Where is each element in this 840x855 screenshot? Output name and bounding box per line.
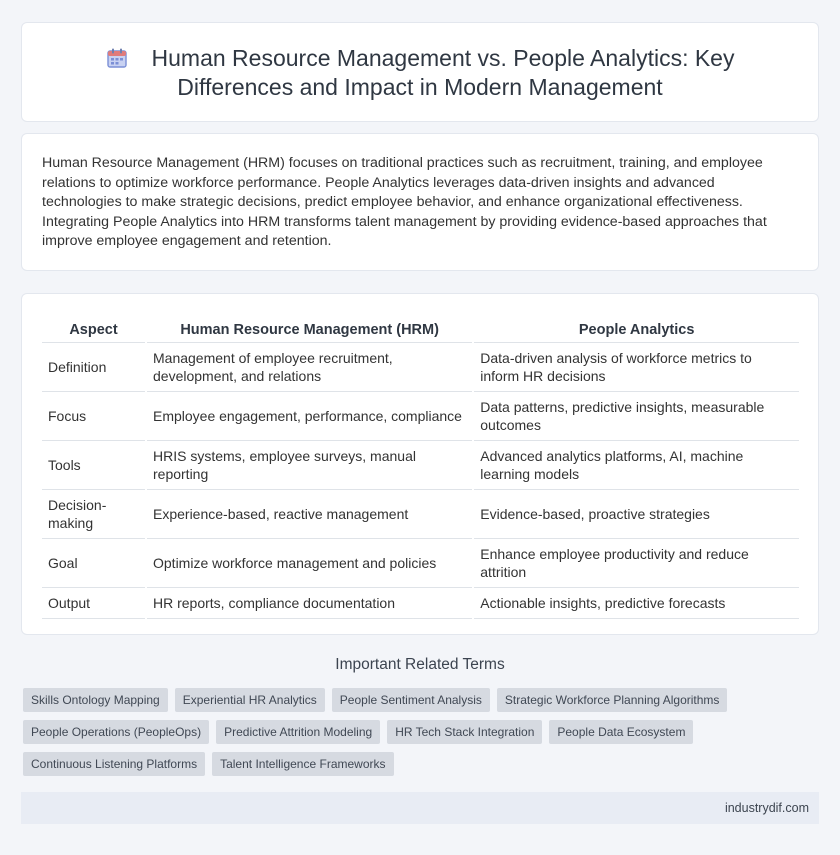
page-title-text: Human Resource Management vs. People Analytics: Key Differences and Impact in Modern Management (151, 45, 735, 100)
related-terms-title: Important Related Terms (335, 656, 505, 673)
related-term-tag[interactable]: Skills Ontology Mapping (23, 688, 168, 712)
title-card (21, 22, 819, 122)
header-people-analytics: People Analytics (473, 314, 799, 343)
table-header-row (42, 314, 799, 343)
cell-hrm: Management of employee recruitment, development, and relations (146, 343, 473, 392)
cell-aspect: Definition (42, 343, 146, 392)
related-term-tag[interactable]: HR Tech Stack Integration (387, 720, 542, 744)
comparison-table (42, 314, 799, 619)
cell-people-analytics: Enhance employee productivity and reduce attrition (473, 539, 799, 588)
table-row (42, 490, 799, 539)
cell-hrm: Employee engagement, performance, compliance (146, 392, 473, 441)
related-term-tag[interactable]: Experiential HR Analytics (175, 688, 325, 712)
header-hrm: Human Resource Management (HRM) (146, 314, 473, 343)
related-term-tag[interactable]: Strategic Workforce Planning Algorithms (497, 688, 728, 712)
header-aspect: Aspect (42, 314, 146, 343)
calendar-icon (106, 47, 128, 69)
footer-site-link[interactable]: industrydif.com (724, 801, 809, 815)
related-term-tag[interactable]: Talent Intelligence Frameworks (212, 752, 393, 776)
intro-paragraph: Human Resource Management (HRM) focuses on traditional practices such as recruitment, training, and employee relations to optimize workforce performance. People Analytics leverages data-driven insights and advanced technologies to make strategic decisions, predict employee behavior, and enhance organizational effectiveness. Integrating People Analytics into HRM transforms talent management by providing evidence-based approaches that improve employee engagement and retention. (42, 155, 767, 250)
table-row (42, 392, 799, 441)
cell-aspect: Focus (42, 392, 146, 441)
footer (21, 792, 819, 824)
cell-people-analytics: Advanced analytics platforms, AI, machine learning models (473, 441, 799, 490)
table-row (42, 343, 799, 392)
related-term-tag[interactable]: People Sentiment Analysis (332, 688, 490, 712)
cell-aspect: Tools (42, 441, 146, 490)
cell-hrm: HRIS systems, employee surveys, manual reporting (146, 441, 473, 490)
related-term-tag[interactable]: Predictive Attrition Modeling (216, 720, 380, 744)
related-term-tag[interactable]: Continuous Listening Platforms (23, 752, 205, 776)
table-row (42, 588, 799, 619)
table-row (42, 539, 799, 588)
cell-people-analytics: Actionable insights, predictive forecasts (473, 588, 799, 619)
cell-hrm: Optimize workforce management and policies (146, 539, 473, 588)
cell-aspect: Output (42, 588, 146, 619)
cell-aspect: Goal (42, 539, 146, 588)
related-term-tag[interactable]: People Operations (PeopleOps) (23, 720, 209, 744)
related-terms-list (23, 688, 763, 776)
page-title (62, 44, 778, 102)
cell-people-analytics: Data patterns, predictive insights, measurable outcomes (473, 392, 799, 441)
cell-hrm: Experience-based, reactive management (146, 490, 473, 539)
intro-card (21, 133, 819, 271)
comparison-card (21, 293, 819, 635)
cell-hrm: HR reports, compliance documentation (146, 588, 473, 619)
cell-people-analytics: Evidence-based, proactive strategies (473, 490, 799, 539)
related-term-tag[interactable]: People Data Ecosystem (549, 720, 693, 744)
cell-people-analytics: Data-driven analysis of workforce metrics to inform HR decisions (473, 343, 799, 392)
table-row (42, 441, 799, 490)
cell-aspect: Decision-making (42, 490, 146, 539)
